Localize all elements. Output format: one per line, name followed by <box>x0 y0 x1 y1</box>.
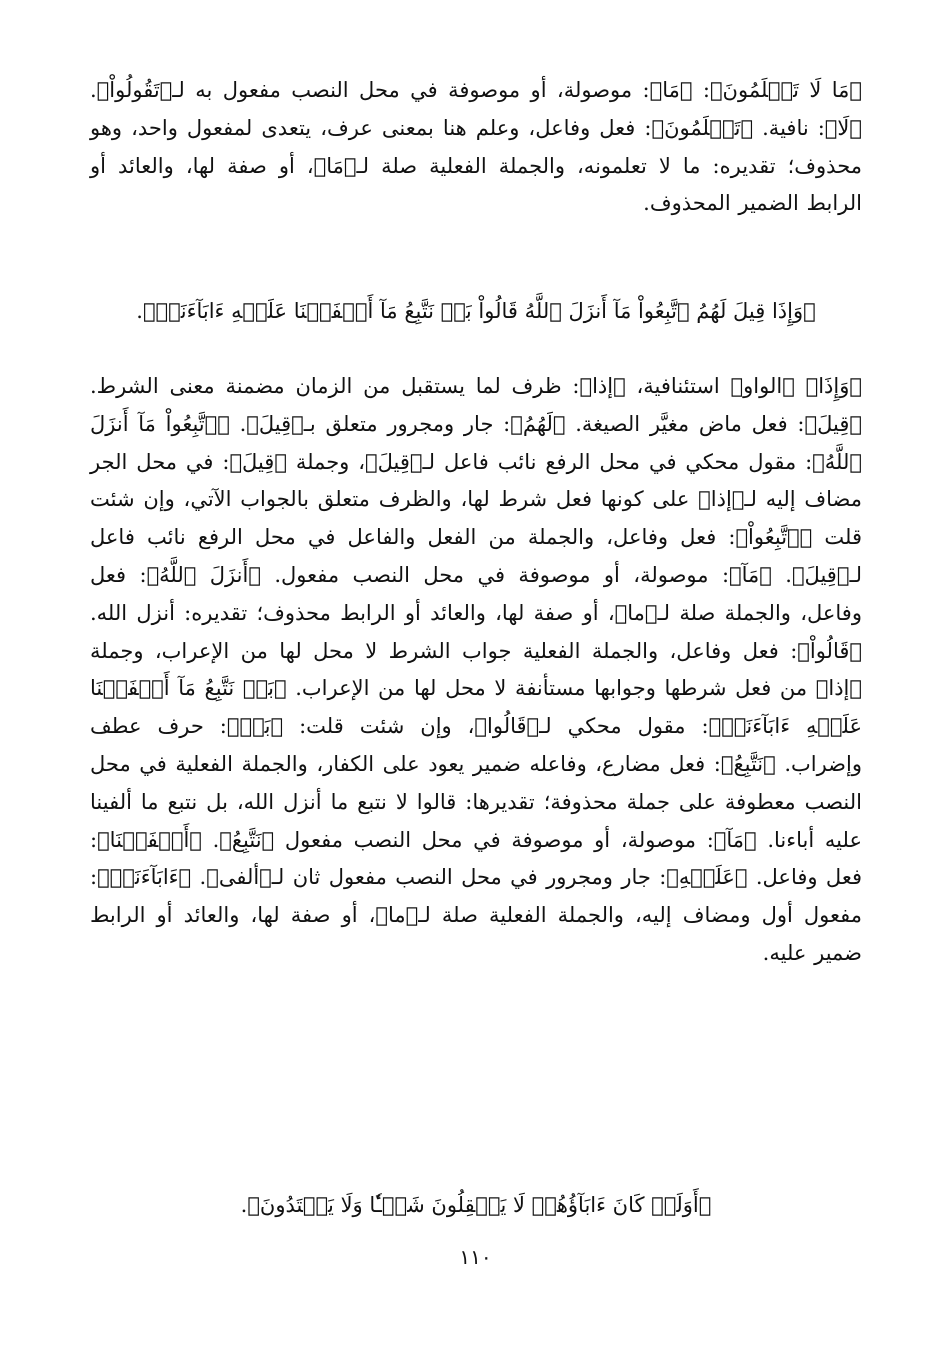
commentary-paragraph-2: ﴿وَإِذَا﴾ ﴿الواو﴾ استئنافية، ﴿إذا﴾: ظرف لما يستقبل من الزمان مضمنة معنى الشرط. ﴿قِيلَ﴾: فعل ماض مغيَّر الصيغة. ﴿لَهُمُ﴾: جار ومجرور متعلق بـ﴿قِيلَ﴾. ﴿ٱتَّبِعُواْ مَآ أَنزَلَ ٱللَّهُ﴾: مقول محكي في محل الرفع نائب فاعل لـ﴿قِيلَ﴾، وجملة ﴿قِيلَ﴾: في محل الجر مضاف إليه لـ﴿إذا﴾ على كونها فعل شرط لها، والظرف متعلق بالجواب الآتي، وإن شئت قلت ﴿ٱتَّبِعُواْ﴾: فعل وفاعل، والجملة من الفعل والفاعل في محل الرفع نائب فاعل لـ﴿قِيلَ﴾. ﴿مَآ﴾: موصولة، أو موصوفة في محل النصب مفعول. ﴿أَنزَلَ ٱللَّهُ﴾: فعل وفاعل، والجملة صلة لـ﴿ما﴾، أو صفة لها، والعائد أو الرابط محذوف؛ تقديره: أنزل الله. ﴿قَالُواْ﴾: فعل وفاعل، والجملة الفعلية جواب الشرط لا محل لها من الإعراب، وجملة ﴿إذا﴾ من فعل شرطها وجوابها مستأنفة لا محل لها من الإعراب. ﴿بَلۡ نَتَّبِعُ مَآ أَلۡفَيۡنَا عَلَيۡهِ ءَابَآءَنَآۚ﴾: مقول محكي لـ﴿قَالُوا﴾، وإن شئت قلت: ﴿بَلۡ﴾: حرف عطف وإضراب. ﴿نَتَّبِعُ﴾: فعل مضارع، وفاعله ضمير يعود على الكفار، والجملة الفعلية في محل النصب معطوفة على جملة محذوفة؛ تقديرها: قالوا لا نتبع ما أنزل الله، بل نتبع ما ألفينا عليه أباءنا. ﴿مَآ﴾: موصولة، أو موصوفة في محل النصب مفعول ﴿نَتَّبِعُ﴾. ﴿أَلۡفَيۡنَا﴾: فعل وفاعل. ﴿عَلَيۡهِ﴾: جار ومجرور في محل النصب مفعول ثان لـ﴿ألفى﴾. ﴿ءَابَآءَنَآۚ﴾: مفعول أول ومضاف إليه، والجملة الفعلية صلة لـ﴿ما﴾، أو صفة لها، والعائد أو الرابط ضمير عليه. <box>90 374 863 965</box>
page-number: ١١٠ <box>459 1245 492 1269</box>
quran-verse-2: ﴿أَوَلَوۡ كَانَ ءَابَآؤُهُمۡ لَا يَعۡقِلُونَ شَيۡـٔٗا وَلَا يَهۡتَدُونَ﴾. <box>240 1193 712 1217</box>
quran-verse-1: ﴿وَإِذَا قِيلَ لَهُمُ ٱتَّبِعُواْ مَآ أَنزَلَ ٱللَّهُ قَالُواْ بَلۡ نَتَّبِعُ مَآ أَلۡفَيۡنَا عَلَيۡهِ ءَابَآءَنَآۚ﴾. <box>136 299 816 323</box>
commentary-paragraph-1: ﴿مَا لَا تَعۡلَمُونَ﴾: ﴿مَا﴾: موصولة، أو موصوفة في محل النصب مفعول به لـ﴿تَقُولُواْ﴾. ﴿لَا﴾: نافية. ﴿تَعۡلَمُونَ﴾: فعل وفاعل، وعلم هنا بمعنى عرف، يتعدى لمفعول واحد، وهو محذوف؛ تقديره: ما لا تعلمونه، والجملة الفعلية صلة لـ﴿مَا﴾، أو صفة لها، والعائد أو الرابط الضمير المحذوف. <box>90 78 862 216</box>
